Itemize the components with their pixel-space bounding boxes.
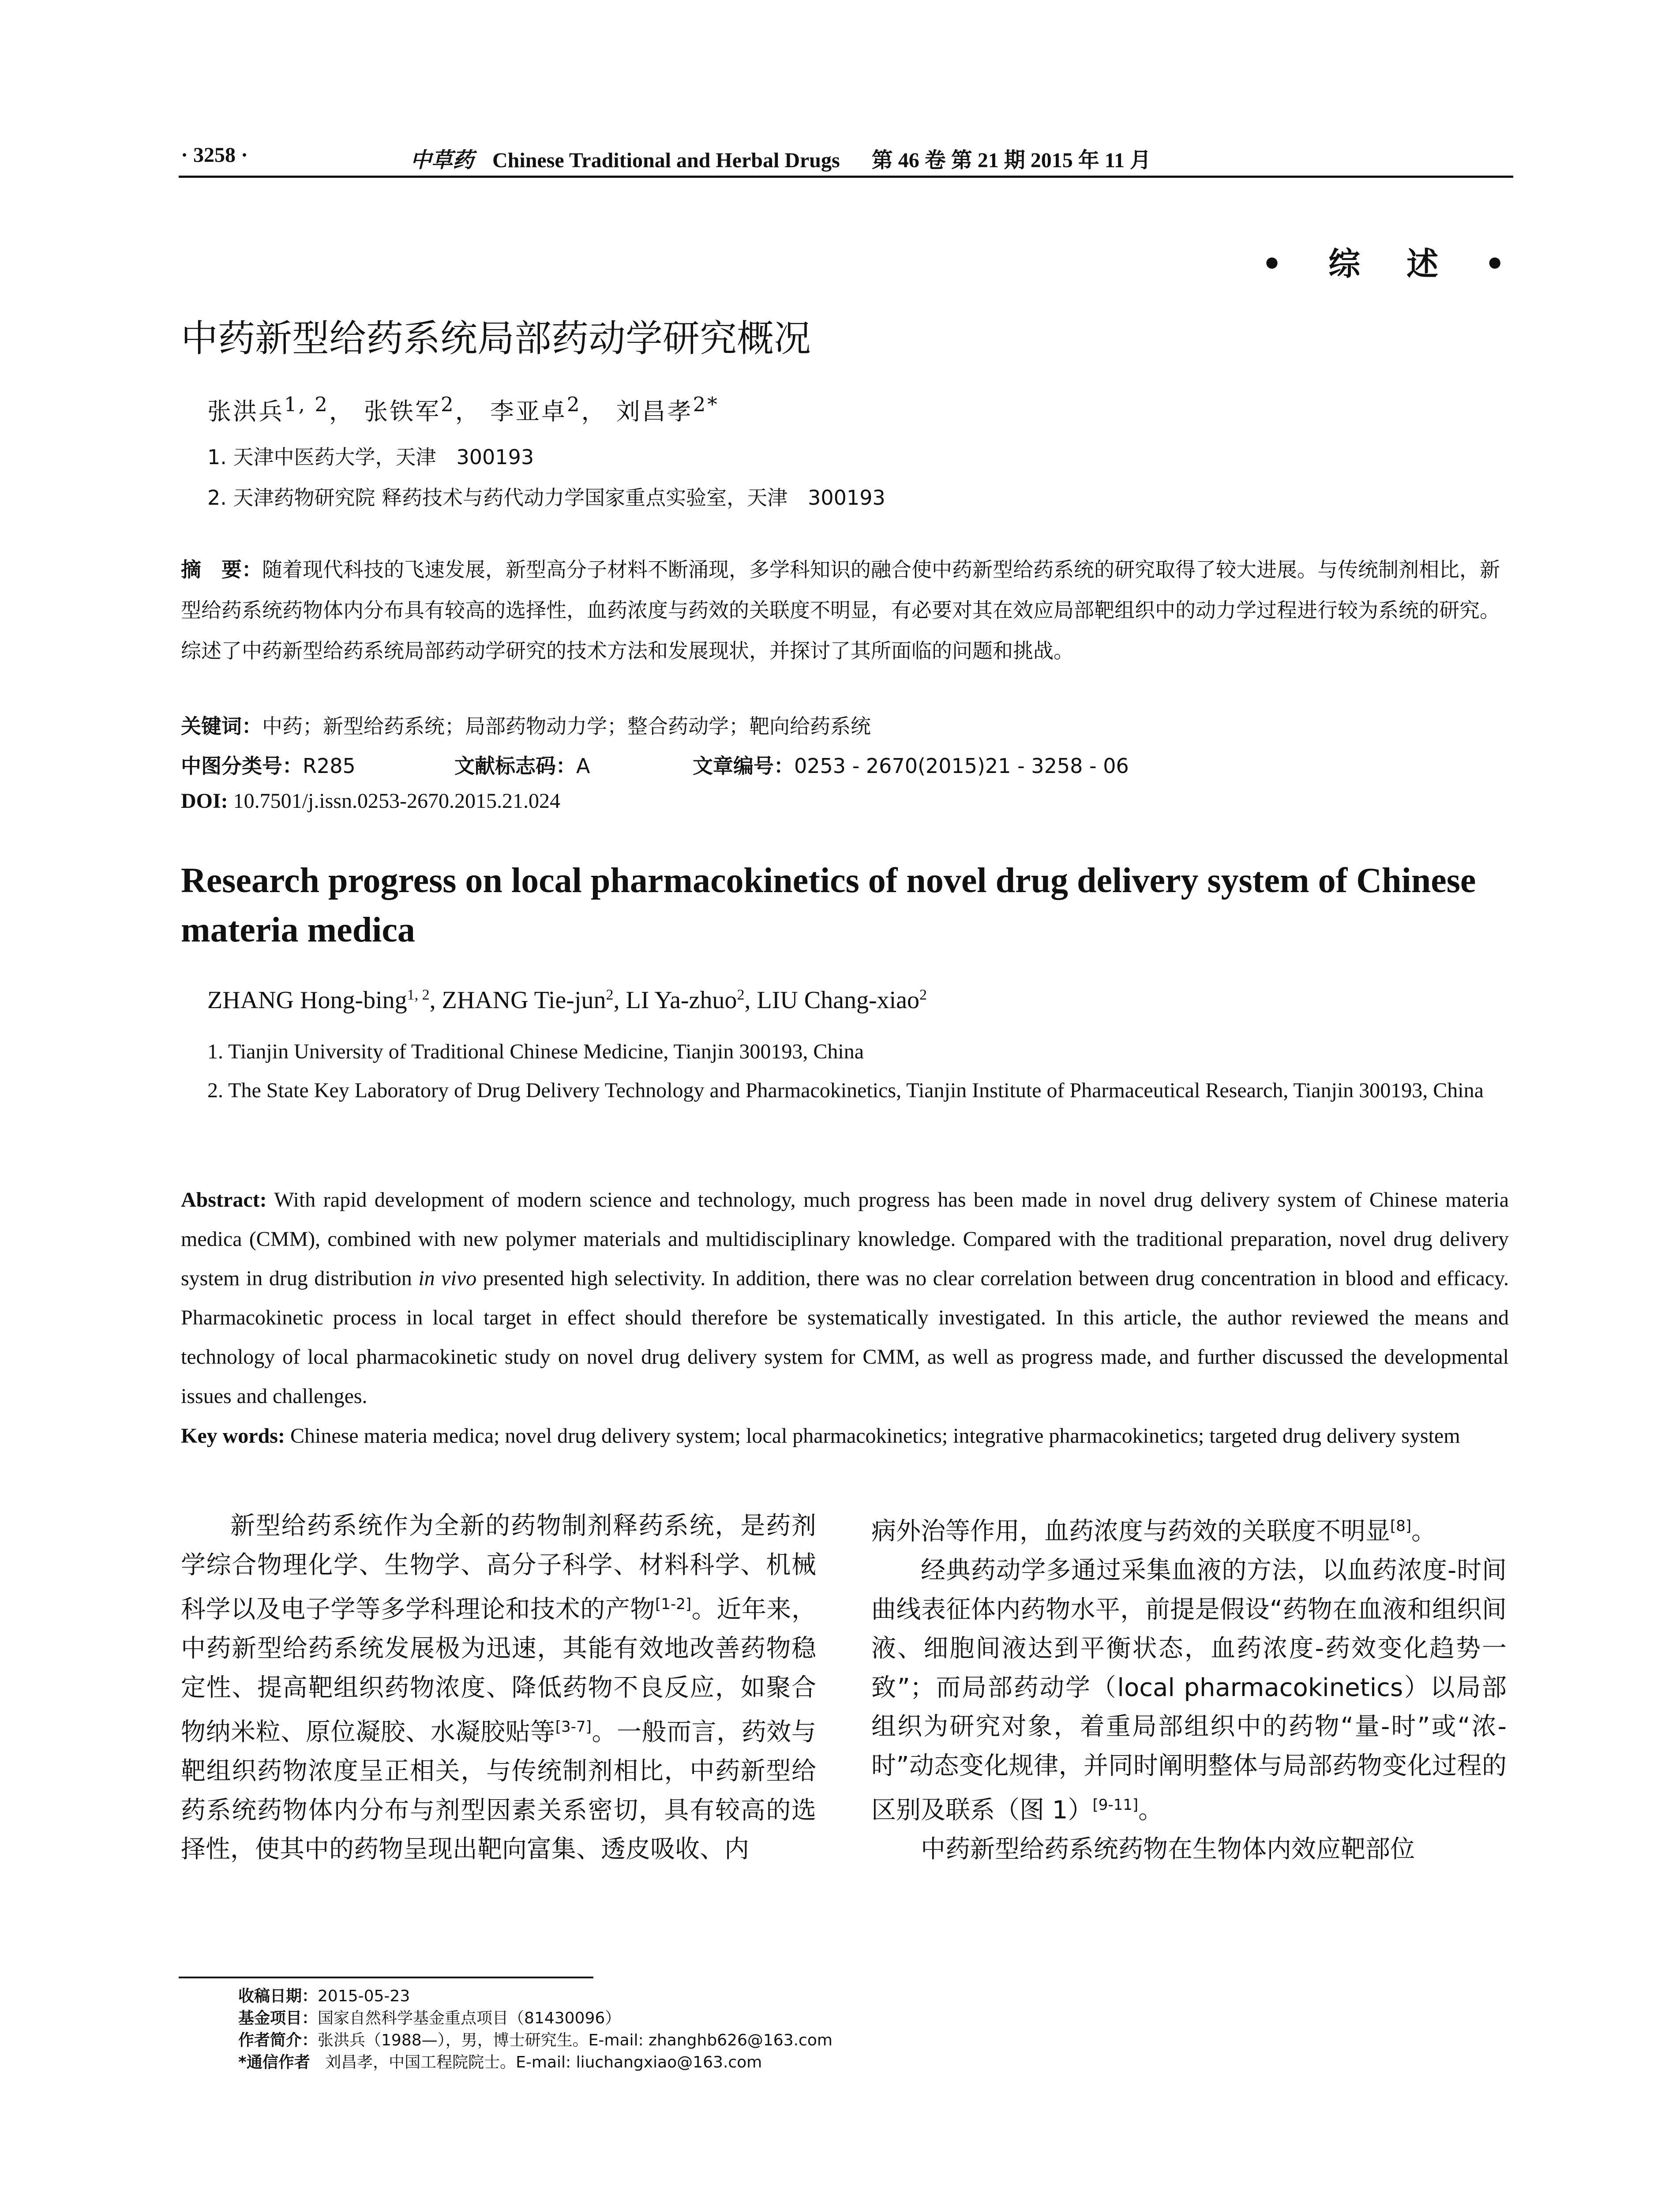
footnote-label: *通信作者	[238, 2053, 310, 2071]
journal-name-cn: 中草药	[410, 148, 474, 173]
author-affil-sup: 2	[737, 987, 745, 1003]
citation-ref[interactable]: [8]	[1390, 1517, 1412, 1535]
footnote-fund	[238, 2007, 621, 2030]
running-header	[181, 140, 1504, 171]
journal-info	[410, 143, 1151, 173]
abstract-cn-label: 摘 要：	[181, 558, 262, 582]
body-column-left	[181, 1507, 816, 1869]
journal-name-en: Chinese Traditional and Herbal Drugs	[492, 149, 840, 172]
clc-label: 中图分类号：	[181, 754, 303, 778]
affiliation-cn-2: 2. 天津药物研究院 释药技术与药代动力学国家重点实验室，天津 300193	[207, 486, 885, 510]
abstract-en	[181, 1180, 1509, 1416]
authors-en: ZHANG Hong-bing$^{1, 2}$, ZHANG Tie-jun$^2$, LI Ya-zhuo$^2$, LIU Chang-xiao$^2$	[207, 987, 927, 1014]
doc-code-label: 文献标志码：	[454, 754, 576, 778]
author-name: 刘昌孝	[616, 398, 693, 425]
title-en: Research progress on local pharmacokinetics of novel drug delivery system of Chinese materia medica	[181, 861, 1476, 949]
abstract-cn-text: 随着现代科技的飞速发展，新型高分子材料不断涌现，多学科知识的融合使中药新型给药系统的研究取得了较大进展。与传统制剂相比，新型给药系统药物体内分布具有较高的选择性，血药浓度与药效的关联度不明显，有必要对其在效应局部靶组织中的动力学过程进行较为系统的研究。综述了中药新型给药系统局部药动学研究的技术方法和发展现状，并探讨了其所面临的问题和挑战。	[181, 558, 1500, 663]
affiliation-cn-1: 1. 天津中医药大学，天津 300193	[207, 445, 534, 469]
page-number: · 3258 ·	[181, 143, 248, 167]
abstract-en-text-2: presented high selectivity. In addition, there was no clear correlation between drug concentration in blood and efficacy. Pharmacokinetic process in local target in effect should therefore be systematically investigated. In this article, the author reviewed the means and technology of local pharmacokinetic study on novel drug delivery system for CMM, as well as progress made, and further discussed the developmental issues and challenges.	[181, 1267, 1509, 1408]
title-cn: 中药新型给药系统局部药动学研究概况	[181, 317, 811, 360]
doi-line	[181, 789, 560, 813]
classification-line	[181, 750, 1129, 779]
body-text: 。	[1138, 1796, 1163, 1825]
abstract-en-label: Abstract:	[181, 1188, 267, 1212]
body-paragraph	[871, 1551, 1507, 1830]
author-affil-sup: 2	[566, 393, 581, 416]
keywords-cn-text: 中药；新型给药系统；局部药物动力学；整合药动学；靶向给药系统	[262, 714, 871, 738]
header-rule	[179, 176, 1513, 178]
author-name-en: LI Ya-zhuo	[626, 987, 737, 1014]
author-affil-sup: 2*	[693, 393, 719, 416]
author-name: 李亚卓	[490, 398, 567, 425]
body-paragraph	[181, 1507, 816, 1869]
footnote-value: 刘昌孝，中国工程院院士。E-mail: liuchangxiao@163.com	[325, 2053, 762, 2071]
footnote-rule	[179, 1977, 593, 1978]
citation-ref[interactable]: [1-2]	[655, 1595, 692, 1613]
author-name-en: ZHANG Tie-jun	[442, 987, 606, 1014]
footnote-label: 收稿日期：	[238, 1987, 318, 2005]
authors-cn: 张洪兵$^{1, 2}$， 张铁军$^2$， 李亚卓$^2$， 刘昌孝$^{2*}$	[207, 393, 719, 425]
body-text: 新型给药系统作为全新的药物制剂释药系统，是药剂学综合物理化学、生物学、高分子科学、材料科学、机械科学以及电子学等多学科理论和技术的产物	[181, 1512, 816, 1624]
body-text: 。近年来，中药新型给药系统发展极为迅速，其能有效地改善药物稳定性、提高靶组织药物浓度、降低药物不良反应，如聚合物纳米粒、原位凝胶、水凝胶贴等	[181, 1595, 817, 1747]
clc-value: R285	[303, 754, 356, 778]
footnote-label: 基金项目：	[238, 2009, 318, 2027]
author-name: 张铁军	[364, 398, 441, 425]
keywords-cn-label: 关键词：	[181, 714, 262, 738]
footnote-value: 张洪兵（1988—），男，博士研究生。E-mail: zhanghb626@163.com	[318, 2031, 832, 2049]
author-name-en: ZHANG Hong-bing	[207, 987, 407, 1014]
doi-label: DOI:	[181, 789, 228, 813]
footnote-corresponding	[238, 2052, 762, 2074]
author-affil-sup: 1, 2	[407, 987, 430, 1003]
keywords-en	[181, 1416, 1509, 1456]
author-name-en: LIU Chang-xiao	[757, 987, 920, 1014]
body-paragraph	[871, 1507, 1507, 1551]
affiliation-en-1: 1. Tianjin University of Traditional Chinese Medicine, Tianjin 300193, China	[207, 1040, 864, 1063]
body-text: 病外治等作用，血药浓度与药效的关联度不明显	[871, 1517, 1390, 1546]
footnote-received	[238, 1985, 410, 2007]
author-affil-sup: 2	[606, 987, 614, 1003]
affiliation-en-2: 2. The State Key Laboratory of Drug Delivery Technology and Pharmacokinetics, Tianjin Institute of Pharmaceutical Research, Tianjin 300193, China	[207, 1079, 1484, 1102]
body-text: 。一般而言，药效与靶组织药物浓度呈正相关，与传统制剂相比，中药新型给药系统药物体内分布与剂型因素关系密切，具有较高的选择性，使其中的药物呈现出靶向富集、透皮吸收、内	[181, 1718, 817, 1864]
author-affil-sup: 2	[919, 987, 927, 1003]
footnote-label: 作者简介：	[238, 2031, 318, 2049]
author-name: 张洪兵	[207, 398, 284, 425]
article-no-value: 0253 - 2670(2015)21 - 3258 - 06	[794, 754, 1129, 778]
keywords-en-text: Chinese materia medica; novel drug delivery system; local pharmacokinetics; integrative pharmacokinetics; targeted drug delivery system	[290, 1424, 1460, 1448]
article-no-label: 文章编号：	[693, 754, 794, 778]
body-text: 。	[1411, 1517, 1436, 1546]
citation-ref[interactable]: [3-7]	[555, 1718, 592, 1736]
abstract-en-text-1: With rapid development of modern science and technology, much progress has been made in novel drug delivery system of Chinese materia medica (CMM), combined with new polymer materials and multidisciplinary knowledge. Compared with the traditional preparation, novel drug delivery system in drug distribution	[181, 1188, 1509, 1290]
section-tag: • 综 述 •	[1262, 245, 1523, 282]
body-paragraph: 中药新型给药系统药物在生物体内效应靶部位	[921, 1835, 1415, 1864]
body-text: 经典药动学多通过采集血液的方法，以血药浓度-时间曲线表征体内药物水平，前提是假设“药物在血液和组织间液、细胞间液达到平衡状态，血药浓度-药效变化趋势一致”；而局部药动学（local pharmacokinetics）以局部组织为研究对象，着重局部组织中的药物“量-时”或“浓-时”动态变化规律，并同时阐明整体与局部药物变化过程的区别及联系（图 1）	[871, 1556, 1507, 1825]
doi-link[interactable]: 10.7501/j.issn.0253-2670.2015.21.024	[233, 789, 561, 813]
doc-code-value: A	[576, 754, 590, 778]
body-column-right	[871, 1507, 1507, 1869]
author-affil-sup: 2	[441, 393, 455, 416]
citation-ref[interactable]: [9-11]	[1092, 1796, 1139, 1814]
keywords-cn	[181, 710, 871, 739]
author-affil-sup: 1, 2	[284, 393, 329, 416]
abstract-cn	[181, 549, 1504, 671]
issue-info: 第 46 卷 第 21 期 2015 年 11 月	[871, 149, 1151, 172]
footnote-value: 国家自然科学基金重点项目（81430096）	[318, 2009, 621, 2027]
keywords-en-label: Key words:	[181, 1424, 285, 1448]
footnote-value: 2015-05-23	[318, 1987, 410, 2005]
abstract-en-italic: in vivo	[418, 1267, 477, 1290]
footnote-author	[238, 2030, 832, 2052]
